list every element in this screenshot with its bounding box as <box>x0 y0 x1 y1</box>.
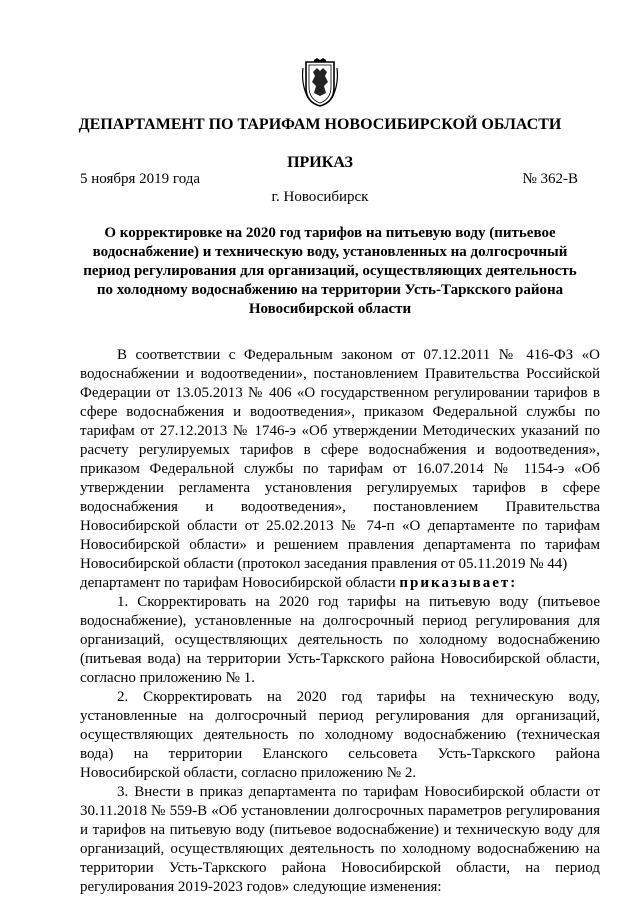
order-word: приказывает: <box>399 575 518 591</box>
document-type: ПРИКАЗ <box>287 154 353 171</box>
order-item-2: 2. Скорректировать на 2020 год тарифы на техническую воду, установленные на долгосрочный период регулирования для организаций, осуществляющих деятельность по холодному водоснабжению (техническая вода) на территории Еланского сельсовета Усть-Таркского района Новосибирской области, согласно приложению № 2. <box>80 689 600 781</box>
document-title: О корректировке на 2020 год тарифов на питьевую воду (питьевое водоснабжение) и техническую воду, установленных на долгосрочный период регулирования для организаций, осуществляющих деятельность по холодному водоснабжению на территории Усть-Таркского района Новосибирской области <box>83 225 577 317</box>
order-item-3: 3. Внести в приказ департамента по тарифам Новосибирской области от 30.11.2018 № 559-В «Об установлении долгосрочных параметров регулирования и тарифов на питьевую воду (питьевое водоснабжение) и техническую воду для организаций, осуществляющих деятельность по холодному водоснабжению на территории Усть-Таркского района Новосибирской области, на период регулирования 2019-2023 годов» следующие изменения: <box>80 784 600 895</box>
document-body <box>80 346 600 897</box>
preamble-paragraph: В соответствии с Федеральным законом от 07.12.2011 № 416-ФЗ «О водоснабжении и водоотведении», постановлением Правительства Российской Федерации от 13.05.2013 № 406 «О государственном регулировании тарифов в сфере водоснабжения и водоотведения», приказом Федеральной службы по тарифам от 27.12.2013 № 1746-э «Об утверждении Методических указаний по расчету регулируемых тарифов в сфере водоснабжения и водоотведения», приказом Федеральной службы по тарифам от 16.07.2014 № 1154-э «Об утверждении регламента установления регулируемых тарифов в сфере водоснабжения и водоотведения», постановлением Правительства Новосибирской области от 25.02.2013 № 74-п «О департаменте по тарифам Новосибирской области» и решением правления департамента по тарифам Новосибирской области (протокол заседания правления от 05.11.2019 № 44) <box>80 347 600 572</box>
order-item-1: 1. Скорректировать на 2020 год тарифы на питьевую воду (питьевое водоснабжение), установленные на долгосрочный период регулирования для организаций, осуществляющих деятельность по холодному водоснабжению (питьевая вода) на территории Усть-Таркского района Новосибирской области, согласно приложению № 1. <box>80 594 600 686</box>
document-number: № 362-В <box>522 171 578 187</box>
order-intro: департамент по тарифам Новосибирской области <box>80 575 396 591</box>
order-line <box>80 574 600 593</box>
document-city: г. Новосибирск <box>271 189 369 205</box>
coat-of-arms-icon <box>300 58 340 108</box>
department-name: ДЕПАРТАМЕНТ ПО ТАРИФАМ НОВОСИБИРСКОЙ ОБЛАСТИ <box>78 116 562 133</box>
document-date: 5 ноября 2019 года <box>80 171 201 187</box>
